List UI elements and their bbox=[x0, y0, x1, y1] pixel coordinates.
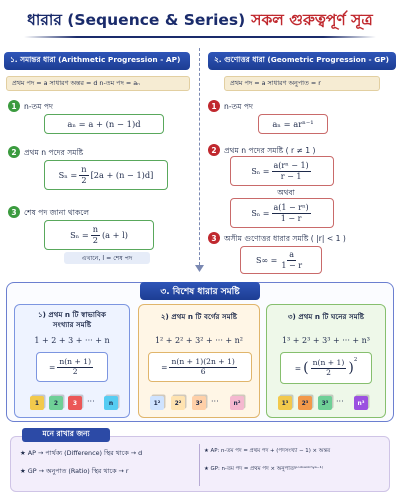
squares-result-fraction bbox=[169, 358, 236, 376]
title-part1: ধারার (Sequence & Series) bbox=[27, 11, 246, 29]
page-title bbox=[10, 8, 390, 34]
ap-sum2-rhs: (a + l) bbox=[101, 230, 128, 240]
ap-item-3-number: 3 bbox=[8, 206, 20, 218]
ap-sum-num: n bbox=[81, 164, 87, 175]
special-series-header: ৩. বিশেষ ধারার সমষ্টি bbox=[140, 282, 260, 300]
ap-sum-rhs: [2a + (n − 1)d] bbox=[90, 170, 154, 180]
gp-definitions: প্রথম পদ = a সাধারণ অনুপাত = r bbox=[224, 76, 380, 91]
gp-item-1-number: 1 bbox=[208, 100, 220, 112]
natural-result-box: = $\frac{n(n + 1)}{2}$ bbox=[36, 352, 108, 382]
gp-sum1-den: r − 1 bbox=[280, 171, 302, 181]
ap-item-2-number: 2 bbox=[8, 146, 20, 158]
gp-sum2-fraction bbox=[272, 203, 311, 222]
cube-dots-2: ··· bbox=[211, 397, 219, 406]
ap-nth-term-text: aₙ = a + (n − 1)d bbox=[67, 119, 141, 129]
squares-series: 1² + 2² + 3² + ··· + n² bbox=[154, 336, 244, 345]
remember-ap-line: ★ AP → পার্থক্য (Difference) স্থির থাকে → d bbox=[20, 449, 143, 457]
cubes-result-box bbox=[280, 352, 372, 384]
gp-sum1-lhs: Sₙ = bbox=[251, 166, 270, 176]
cubes-result-fraction bbox=[311, 359, 347, 377]
gp-sum-formula-1 bbox=[230, 156, 334, 186]
remember-gp-formula: ★ GP: n-তম পদ = প্রথম পদ × অনুপাত⁽ᵖᵒᵈˢᵃⁿᵏʰʸᵃ⁻¹⁾ bbox=[204, 466, 324, 472]
divider-arrow-icon bbox=[195, 265, 204, 273]
square-cube-3: 3² bbox=[192, 396, 206, 410]
cube-1: 1 bbox=[30, 396, 44, 410]
gp-inf-num: a bbox=[289, 250, 295, 260]
ap-nth-term-formula bbox=[44, 114, 164, 134]
gp-nth-term-formula bbox=[258, 114, 328, 134]
square-cube-2: 2² bbox=[171, 396, 185, 410]
gp-nth-term-text: aₙ = arⁿ⁻¹ bbox=[272, 119, 314, 129]
cube-cube-3: 3³ bbox=[318, 396, 332, 410]
squares-num: n(n + 1)(2n + 1) bbox=[171, 356, 235, 366]
cubes-num: n(n + 1) bbox=[312, 357, 345, 367]
natural-num: n(n + 1) bbox=[59, 356, 92, 366]
squares-den: 6 bbox=[200, 366, 206, 376]
square-cube-n: n² bbox=[230, 396, 244, 410]
ap-item-3-label: শেষ পদ জানা থাকলে bbox=[24, 208, 90, 217]
cubes-power: 2 bbox=[353, 357, 358, 363]
ap-sum-last-term-formula bbox=[44, 220, 154, 250]
gp-item-3-label: অসীম গুণোত্তর ধারার সমষ্টি ( |r| < 1 ) bbox=[224, 234, 346, 243]
gp-or-text: অথবা bbox=[277, 188, 295, 197]
gp-inf-den: 1 − r bbox=[281, 260, 303, 270]
ap-item-1-number: 1 bbox=[8, 100, 20, 112]
square-cube-1: 1² bbox=[150, 396, 164, 410]
ap-sum2-den: 2 bbox=[92, 234, 98, 245]
gp-item-3-number: 3 bbox=[208, 232, 220, 244]
natural-result-fraction bbox=[57, 358, 93, 376]
ap-definitions: প্রথম পদ = a সাধারণ অন্তর = d n-তম পদ = aₙ bbox=[6, 76, 190, 91]
gp-infinite-sum-formula bbox=[240, 246, 322, 274]
gp-item-2-label: প্রথম n পদের সমষ্টি ( r ≠ 1 ) bbox=[224, 146, 316, 155]
gp-sum1-num: a(rⁿ − 1) bbox=[273, 161, 309, 171]
gp-sum2-lhs: Sₙ = bbox=[251, 208, 270, 218]
ap-sum-den: 2 bbox=[81, 174, 87, 185]
remember-ap-formula: ★ AP: n-তম পদ = প্রথম পদ + (পদসংখ্যা − 1) × অন্তর bbox=[204, 448, 331, 454]
cubes-eq: = bbox=[294, 363, 302, 373]
natural-title-line2: সংখ্যার সমষ্টি bbox=[52, 319, 92, 329]
gp-sum1-fraction bbox=[272, 161, 311, 180]
ap-sum-formula bbox=[44, 160, 168, 190]
gp-item-1-label: n-তম পদ bbox=[224, 102, 254, 111]
squares-title: ২) প্রথম n টি বর্গের সমষ্টি bbox=[160, 312, 238, 321]
title-part2: সকল গুরুত্বপূর্ণ সূত্র bbox=[251, 11, 373, 29]
cube-3: 3 bbox=[68, 396, 82, 410]
title-underline bbox=[24, 36, 376, 38]
cubes-paren-close: ) bbox=[348, 360, 354, 376]
squares-result-box bbox=[148, 352, 252, 382]
ap-sum-fraction bbox=[79, 165, 88, 185]
gp-section-header: ২. গুণোত্তর ধারা (Geometric Progression - GP) bbox=[208, 52, 396, 70]
ap-item-1-label: n-তম পদ bbox=[24, 102, 54, 111]
cubes-title: ৩) প্রথম n টি ঘনের সমষ্টি bbox=[287, 312, 365, 321]
cube-dots-3: ··· bbox=[336, 397, 344, 406]
gp-item-2-number: 2 bbox=[208, 144, 220, 156]
ap-sum2-fraction bbox=[91, 225, 100, 245]
gp-sum2-num: a(1 − rⁿ) bbox=[273, 203, 309, 213]
gp-inf-lhs: S∞ = bbox=[255, 255, 278, 265]
cube-cube-n: n³ bbox=[354, 396, 368, 410]
natural-title-line1: ১) প্রথম n টি স্বাভাবিক bbox=[37, 310, 107, 319]
remember-divider bbox=[199, 444, 200, 486]
natural-series: 1 + 2 + 3 + ··· + n bbox=[34, 336, 110, 345]
remember-box bbox=[10, 436, 390, 492]
cube-n: n bbox=[104, 396, 118, 410]
cube-cube-2: 2³ bbox=[298, 396, 312, 410]
remember-gp-line: ★ GP → অনুপাত (Ratio) স্থির থাকে → r bbox=[20, 467, 129, 475]
ap-section-header: ১. সমান্তর ধারা (Arithmetic Progression - AP) bbox=[4, 52, 190, 70]
cubes-den: 2 bbox=[326, 367, 331, 377]
natural-den: 2 bbox=[72, 366, 78, 376]
remember-header: মনে রাখার জন্য bbox=[22, 428, 110, 442]
ap-sum-lhs: Sₙ = bbox=[58, 170, 78, 180]
ap-item-2-label: প্রথম n পদের সমষ্টি bbox=[24, 148, 84, 157]
section-divider bbox=[199, 48, 200, 270]
cubes-series: 1³ + 2³ + 3³ + ··· + n³ bbox=[281, 336, 371, 345]
ap-sum2-num: n bbox=[92, 224, 98, 235]
squares-eq: = bbox=[161, 362, 168, 372]
cube-2: 2 bbox=[49, 396, 63, 410]
cubes-paren-open: ( bbox=[303, 360, 309, 376]
gp-sum-formula-2 bbox=[230, 198, 334, 228]
natural-numbers-title bbox=[14, 310, 130, 329]
cube-dots-1: ··· bbox=[87, 397, 95, 406]
ap-last-term-note: এখানে, l = শেষ পদ bbox=[64, 252, 150, 264]
gp-sum2-den: 1 − r bbox=[280, 213, 302, 223]
gp-inf-fraction bbox=[279, 250, 304, 269]
cube-cube-1: 1³ bbox=[278, 396, 292, 410]
ap-sum2-lhs: Sₙ = bbox=[70, 230, 89, 240]
